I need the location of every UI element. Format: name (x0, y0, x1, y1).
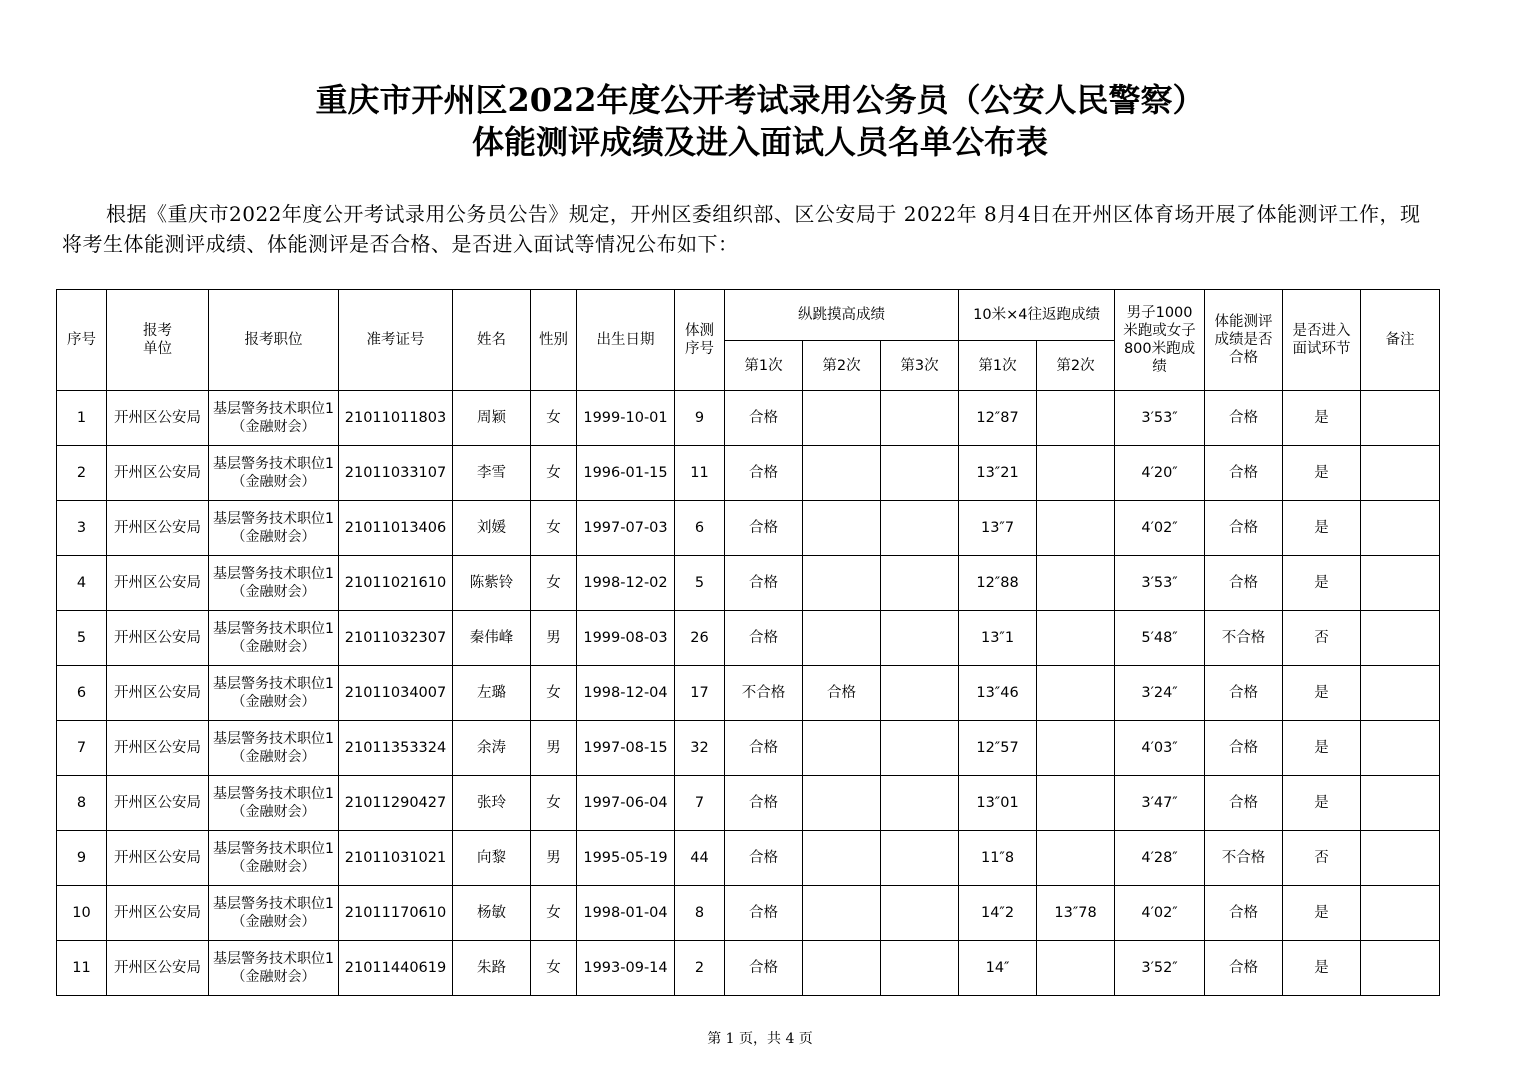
header-interview: 是否进入面试环节 (1283, 290, 1361, 391)
gender-cell: 女 (531, 666, 577, 721)
jump-1-cell: 合格 (725, 501, 803, 556)
interview-cell: 是 (1283, 886, 1361, 941)
seq-cell: 7 (57, 721, 107, 776)
run-cell: 3′24″ (1115, 666, 1205, 721)
qualified-cell: 合格 (1205, 391, 1283, 446)
unit-cell: 开州区公安局 (107, 776, 209, 831)
run-cell: 4′20″ (1115, 446, 1205, 501)
run-cell: 3′52″ (1115, 941, 1205, 996)
jump-2-cell (803, 886, 881, 941)
test-seq-cell: 11 (675, 446, 725, 501)
qualified-cell: 合格 (1205, 446, 1283, 501)
table-row (57, 666, 1440, 721)
table-row (57, 831, 1440, 886)
ticket-cell: 21011034007 (339, 666, 453, 721)
table-row (57, 391, 1440, 446)
table-row (57, 776, 1440, 831)
shuttle-2-cell (1037, 666, 1115, 721)
run-cell: 3′53″ (1115, 391, 1205, 446)
jump-2-cell (803, 721, 881, 776)
run-cell: 5′48″ (1115, 611, 1205, 666)
position-cell: 基层警务技术职位1（金融财会） (209, 446, 339, 501)
table-row (57, 446, 1440, 501)
intro-text: 根据《重庆市2022年度公开考试录用公务员公告》规定，开州区委组织部、区公安局于 2022年 8月4日在开州区体育场开展了体能测评工作，现将考生体能测评成绩、体能测评是否合格、是否进入面试等情况公布如下： (62, 202, 1421, 256)
name-cell: 杨敏 (453, 886, 531, 941)
results-table (56, 289, 1440, 996)
name-cell: 余涛 (453, 721, 531, 776)
unit-cell: 开州区公安局 (107, 721, 209, 776)
birth-cell: 1999-08-03 (577, 611, 675, 666)
unit-cell: 开州区公安局 (107, 611, 209, 666)
qualified-cell: 合格 (1205, 666, 1283, 721)
qualified-cell: 合格 (1205, 721, 1283, 776)
seq-cell: 9 (57, 831, 107, 886)
seq-cell: 2 (57, 446, 107, 501)
test-seq-cell: 5 (675, 556, 725, 611)
remark-cell (1361, 721, 1440, 776)
header-remark: 备注 (1361, 290, 1440, 391)
position-cell: 基层警务技术职位1（金融财会） (209, 721, 339, 776)
jump-3-cell (881, 666, 959, 721)
jump-3-cell (881, 391, 959, 446)
header-qualified: 体能测评成绩是否合格 (1205, 290, 1283, 391)
header-shuttle-1: 第1次 (959, 341, 1037, 391)
name-cell: 张玲 (453, 776, 531, 831)
header-jump: 纵跳摸高成绩 (725, 290, 959, 341)
shuttle-2-cell (1037, 501, 1115, 556)
position-cell: 基层警务技术职位1（金融财会） (209, 886, 339, 941)
header-jump-3: 第3次 (881, 341, 959, 391)
ticket-cell: 21011290427 (339, 776, 453, 831)
table-row (57, 721, 1440, 776)
header-jump-2: 第2次 (803, 341, 881, 391)
header-shuttle: 10米×4往返跑成绩 (959, 290, 1115, 341)
shuttle-1-cell: 12″88 (959, 556, 1037, 611)
birth-cell: 1997-07-03 (577, 501, 675, 556)
jump-1-cell: 不合格 (725, 666, 803, 721)
shuttle-1-cell: 12″87 (959, 391, 1037, 446)
ticket-cell: 21011353324 (339, 721, 453, 776)
interview-cell: 是 (1283, 501, 1361, 556)
remark-cell (1361, 666, 1440, 721)
birth-cell: 1993-09-14 (577, 941, 675, 996)
jump-3-cell (881, 611, 959, 666)
header-seq: 序号 (57, 290, 107, 391)
table-body (57, 391, 1440, 996)
remark-cell (1361, 556, 1440, 611)
jump-1-cell: 合格 (725, 831, 803, 886)
run-cell: 4′28″ (1115, 831, 1205, 886)
page-footer: 第 1 页，共 4 页 (707, 1031, 813, 1047)
interview-cell: 是 (1283, 556, 1361, 611)
header-gender: 性别 (531, 290, 577, 391)
birth-cell: 1998-12-02 (577, 556, 675, 611)
jump-2-cell (803, 941, 881, 996)
gender-cell: 女 (531, 556, 577, 611)
unit-cell: 开州区公安局 (107, 501, 209, 556)
qualified-cell: 不合格 (1205, 831, 1283, 886)
remark-cell (1361, 886, 1440, 941)
seq-cell: 1 (57, 391, 107, 446)
name-cell: 刘媛 (453, 501, 531, 556)
jump-2-cell (803, 611, 881, 666)
shuttle-2-cell (1037, 446, 1115, 501)
jump-3-cell (881, 556, 959, 611)
test-seq-cell: 17 (675, 666, 725, 721)
interview-cell: 否 (1283, 611, 1361, 666)
seq-cell: 6 (57, 666, 107, 721)
position-cell: 基层警务技术职位1（金融财会） (209, 501, 339, 556)
qualified-cell: 不合格 (1205, 611, 1283, 666)
qualified-cell: 合格 (1205, 556, 1283, 611)
gender-cell: 女 (531, 501, 577, 556)
header-position: 报考职位 (209, 290, 339, 391)
name-cell: 秦伟峰 (453, 611, 531, 666)
remark-cell (1361, 831, 1440, 886)
shuttle-1-cell: 12″57 (959, 721, 1037, 776)
gender-cell: 女 (531, 776, 577, 831)
gender-cell: 女 (531, 886, 577, 941)
header-run: 男子1000米跑或女子800米跑成绩 (1115, 290, 1205, 391)
jump-1-cell: 合格 (725, 941, 803, 996)
remark-cell (1361, 501, 1440, 556)
header-name: 姓名 (453, 290, 531, 391)
table-row (57, 611, 1440, 666)
shuttle-1-cell: 11″8 (959, 831, 1037, 886)
run-cell: 4′02″ (1115, 886, 1205, 941)
header-unit: 报考单位 (107, 290, 209, 391)
jump-3-cell (881, 776, 959, 831)
remark-cell (1361, 446, 1440, 501)
interview-cell: 是 (1283, 391, 1361, 446)
unit-cell: 开州区公安局 (107, 556, 209, 611)
jump-2-cell (803, 391, 881, 446)
gender-cell: 女 (531, 941, 577, 996)
name-cell: 陈紫铃 (453, 556, 531, 611)
header-birth: 出生日期 (577, 290, 675, 391)
gender-cell: 女 (531, 446, 577, 501)
jump-3-cell (881, 941, 959, 996)
name-cell: 周颖 (453, 391, 531, 446)
unit-cell: 开州区公安局 (107, 666, 209, 721)
test-seq-cell: 44 (675, 831, 725, 886)
jump-2-cell (803, 831, 881, 886)
ticket-cell: 21011440619 (339, 941, 453, 996)
test-seq-cell: 7 (675, 776, 725, 831)
jump-1-cell: 合格 (725, 556, 803, 611)
jump-1-cell: 合格 (725, 721, 803, 776)
qualified-cell: 合格 (1205, 886, 1283, 941)
name-cell: 朱路 (453, 941, 531, 996)
intro-paragraph (62, 199, 1440, 259)
run-cell: 4′03″ (1115, 721, 1205, 776)
unit-cell: 开州区公安局 (107, 831, 209, 886)
unit-cell: 开州区公安局 (107, 446, 209, 501)
header-shuttle-2: 第2次 (1037, 341, 1115, 391)
birth-cell: 1999-10-01 (577, 391, 675, 446)
ticket-cell: 21011011803 (339, 391, 453, 446)
run-cell: 3′47″ (1115, 776, 1205, 831)
gender-cell: 女 (531, 391, 577, 446)
qualified-cell: 合格 (1205, 501, 1283, 556)
jump-1-cell: 合格 (725, 391, 803, 446)
jump-1-cell: 合格 (725, 776, 803, 831)
name-cell: 左璐 (453, 666, 531, 721)
position-cell: 基层警务技术职位1（金融财会） (209, 556, 339, 611)
shuttle-2-cell (1037, 721, 1115, 776)
qualified-cell: 合格 (1205, 941, 1283, 996)
jump-1-cell: 合格 (725, 886, 803, 941)
title-line-2: 体能测评成绩及进入面试人员名单公布表 (471, 123, 1048, 161)
seq-cell: 8 (57, 776, 107, 831)
jump-1-cell: 合格 (725, 611, 803, 666)
remark-cell (1361, 391, 1440, 446)
shuttle-2-cell: 13″78 (1037, 886, 1115, 941)
shuttle-1-cell: 13″7 (959, 501, 1037, 556)
remark-cell (1361, 776, 1440, 831)
ticket-cell: 21011031021 (339, 831, 453, 886)
interview-cell: 是 (1283, 941, 1361, 996)
ticket-cell: 21011013406 (339, 501, 453, 556)
seq-cell: 11 (57, 941, 107, 996)
jump-2-cell (803, 501, 881, 556)
gender-cell: 男 (531, 611, 577, 666)
name-cell: 李雪 (453, 446, 531, 501)
table-row (57, 501, 1440, 556)
gender-cell: 男 (531, 831, 577, 886)
jump-3-cell (881, 446, 959, 501)
jump-2-cell (803, 556, 881, 611)
shuttle-2-cell (1037, 941, 1115, 996)
title-line-1: 重庆市开州区2022年度公开考试录用公务员（公安人民警察） (315, 81, 1205, 119)
test-seq-cell: 8 (675, 886, 725, 941)
test-seq-cell: 32 (675, 721, 725, 776)
test-seq-cell: 26 (675, 611, 725, 666)
jump-3-cell (881, 886, 959, 941)
position-cell: 基层警务技术职位1（金融财会） (209, 941, 339, 996)
jump-3-cell (881, 501, 959, 556)
seq-cell: 5 (57, 611, 107, 666)
test-seq-cell: 9 (675, 391, 725, 446)
position-cell: 基层警务技术职位1（金融财会） (209, 391, 339, 446)
header-test-seq: 体测序号 (675, 290, 725, 391)
qualified-cell: 合格 (1205, 776, 1283, 831)
seq-cell: 10 (57, 886, 107, 941)
birth-cell: 1996-01-15 (577, 446, 675, 501)
header-row-1 (57, 290, 1440, 341)
interview-cell: 是 (1283, 776, 1361, 831)
table-row (57, 941, 1440, 996)
position-cell: 基层警务技术职位1（金融财会） (209, 611, 339, 666)
remark-cell (1361, 941, 1440, 996)
name-cell: 向黎 (453, 831, 531, 886)
shuttle-1-cell: 14″ (959, 941, 1037, 996)
run-cell: 4′02″ (1115, 501, 1205, 556)
header-jump-1: 第1次 (725, 341, 803, 391)
gender-cell: 男 (531, 721, 577, 776)
birth-cell: 1995-05-19 (577, 831, 675, 886)
interview-cell: 是 (1283, 666, 1361, 721)
run-cell: 3′53″ (1115, 556, 1205, 611)
shuttle-1-cell: 13″01 (959, 776, 1037, 831)
interview-cell: 是 (1283, 446, 1361, 501)
shuttle-2-cell (1037, 776, 1115, 831)
ticket-cell: 21011032307 (339, 611, 453, 666)
shuttle-1-cell: 14″2 (959, 886, 1037, 941)
unit-cell: 开州区公安局 (107, 886, 209, 941)
ticket-cell: 21011021610 (339, 556, 453, 611)
shuttle-1-cell: 13″1 (959, 611, 1037, 666)
birth-cell: 1998-01-04 (577, 886, 675, 941)
jump-1-cell: 合格 (725, 446, 803, 501)
table-row (57, 886, 1440, 941)
seq-cell: 4 (57, 556, 107, 611)
unit-cell: 开州区公安局 (107, 391, 209, 446)
shuttle-2-cell (1037, 611, 1115, 666)
jump-3-cell (881, 831, 959, 886)
test-seq-cell: 2 (675, 941, 725, 996)
birth-cell: 1997-08-15 (577, 721, 675, 776)
shuttle-2-cell (1037, 391, 1115, 446)
jump-3-cell (881, 721, 959, 776)
shuttle-2-cell (1037, 831, 1115, 886)
seq-cell: 3 (57, 501, 107, 556)
remark-cell (1361, 611, 1440, 666)
jump-2-cell (803, 776, 881, 831)
interview-cell: 否 (1283, 831, 1361, 886)
shuttle-2-cell (1037, 556, 1115, 611)
position-cell: 基层警务技术职位1（金融财会） (209, 776, 339, 831)
ticket-cell: 21011170610 (339, 886, 453, 941)
header-ticket: 准考证号 (339, 290, 453, 391)
position-cell: 基层警务技术职位1（金融财会） (209, 831, 339, 886)
shuttle-1-cell: 13″46 (959, 666, 1037, 721)
shuttle-1-cell: 13″21 (959, 446, 1037, 501)
table-row (57, 556, 1440, 611)
position-cell: 基层警务技术职位1（金融财会） (209, 666, 339, 721)
birth-cell: 1998-12-04 (577, 666, 675, 721)
birth-cell: 1997-06-04 (577, 776, 675, 831)
jump-2-cell: 合格 (803, 666, 881, 721)
interview-cell: 是 (1283, 721, 1361, 776)
ticket-cell: 21011033107 (339, 446, 453, 501)
test-seq-cell: 6 (675, 501, 725, 556)
unit-cell: 开州区公安局 (107, 941, 209, 996)
jump-2-cell (803, 446, 881, 501)
